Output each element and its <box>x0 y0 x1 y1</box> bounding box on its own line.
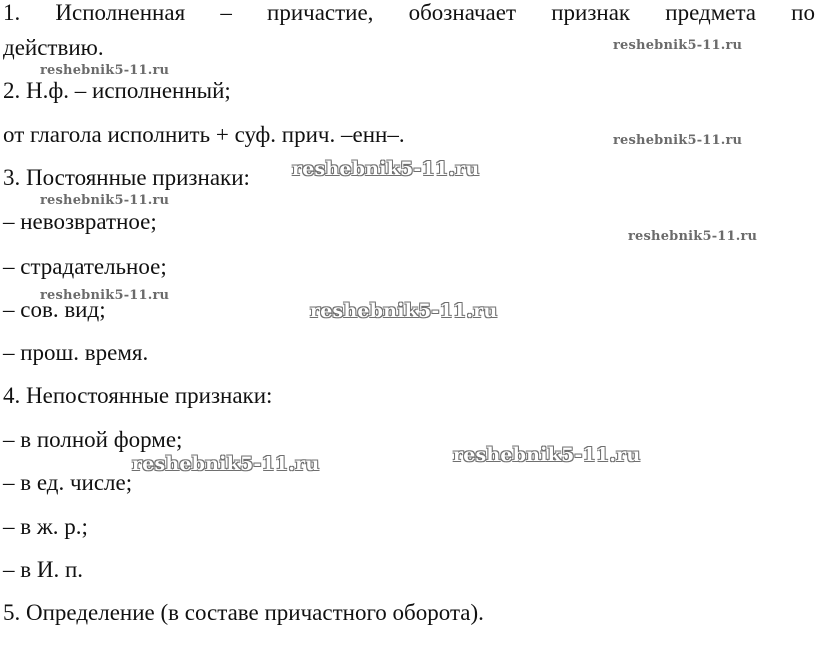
text-line-14: – в И. п. <box>3 557 84 582</box>
text-line-15: 5. Определение (в составе причастного оборота). <box>3 600 484 625</box>
text-line-2: действию. <box>3 35 104 60</box>
text-line-10: 4. Непостоянные признаки: <box>3 383 273 408</box>
text-line-4: от глагола исполнить + суф. прич. –енн–. <box>3 122 405 147</box>
watermark: reshebnik5-11.ru <box>310 300 498 322</box>
text-line-3: 2. Н.ф. – исполненный; <box>3 78 231 103</box>
watermark: reshebnik5-11.ru <box>292 158 480 180</box>
text-line-6: – невозвратное; <box>3 209 157 234</box>
text-line-1: 1. Исполненная – причастие, обозначает признак предмета по <box>3 0 815 25</box>
watermark: reshebnik5-11.ru <box>40 288 170 303</box>
watermark: reshebnik5-11.ru <box>40 193 170 208</box>
text-line-11: – в полной форме; <box>3 427 183 452</box>
text-line-12: – в ед. числе; <box>3 470 133 495</box>
watermark: reshebnik5-11.ru <box>453 444 641 466</box>
text-line-7: – страдательное; <box>3 254 167 279</box>
watermark: reshebnik5-11.ru <box>613 38 743 53</box>
text-line-8: – сов. вид; <box>3 297 106 322</box>
watermark: reshebnik5-11.ru <box>132 453 320 475</box>
watermark: reshebnik5-11.ru <box>628 229 758 244</box>
watermark: reshebnik5-11.ru <box>40 63 170 78</box>
text-line-13: – в ж. р.; <box>3 514 88 539</box>
text-line-9: – прош. время. <box>3 340 149 365</box>
text-line-5: 3. Постоянные признаки: <box>3 165 250 190</box>
watermark: reshebnik5-11.ru <box>613 133 743 148</box>
